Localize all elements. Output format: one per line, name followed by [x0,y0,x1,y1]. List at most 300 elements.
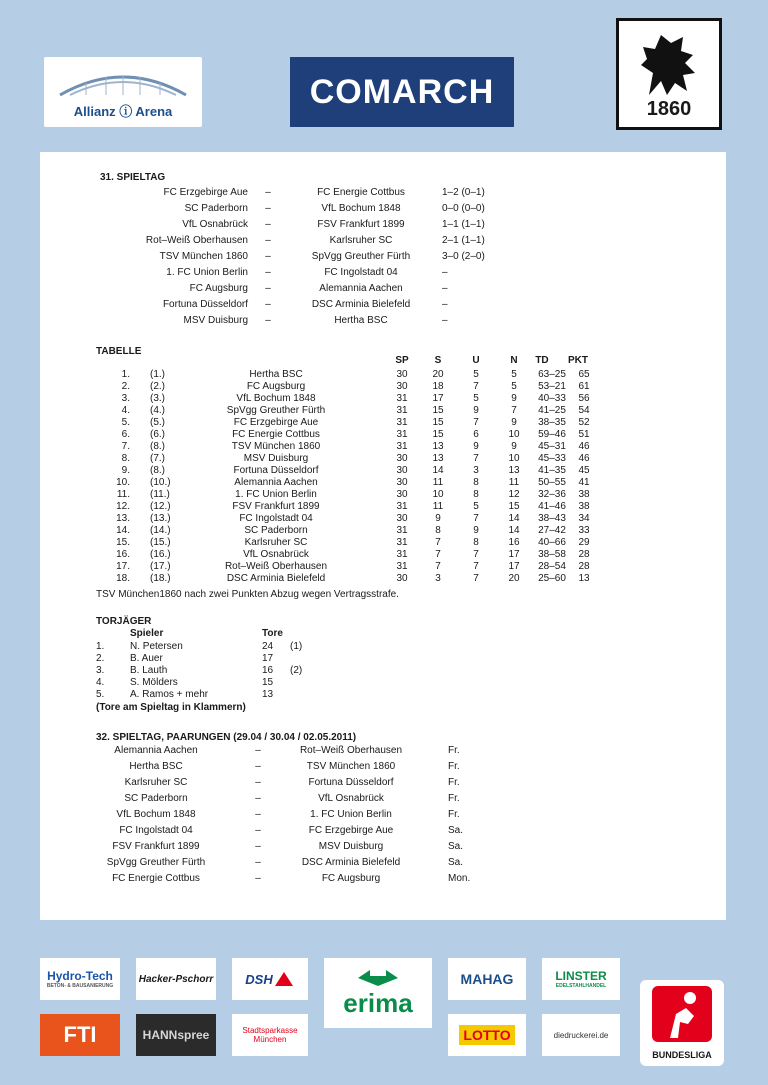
match-row [56,202,716,216]
games: 30 [396,573,408,584]
previous-position: (3.) [150,393,165,404]
points: 54 [578,405,590,416]
bundesliga-text: BUNDESLIGA [652,1050,712,1060]
team-name: FC Erzgebirge Aue [233,417,319,428]
points: 38 [578,501,590,512]
away-team: VfL Osnabrück [318,793,384,804]
tabelle-note: TSV München1860 nach zwei Punkten Abzug wegen Vertragsstrafe. [96,589,399,600]
goal-difference: 59–46 [538,429,566,440]
points: 29 [578,537,590,548]
away-team: DSC Arminia Bielefeld [301,857,401,868]
match-separator: – [255,873,261,884]
draws: 5 [473,369,479,380]
away-team: Fortuna Düsseldorf [308,777,394,788]
games: 30 [396,381,408,392]
goal-difference: 32–36 [538,489,566,500]
col-tore: Tore [262,628,283,639]
scorer-name: S. Mölders [130,677,178,688]
goal-difference: 28–54 [538,561,566,572]
tabelle-title: TABELLE [96,346,142,357]
home-team: TSV München 1860 [159,251,248,262]
position: 14. [116,525,130,536]
wins: 7 [435,537,441,548]
goal-difference: 41–46 [538,501,566,512]
wins: 7 [435,561,441,572]
scorer-position: 4. [96,677,105,688]
team-name: VfL Osnabrück [243,549,309,560]
wins: 11 [432,477,444,488]
scorer-name: B. Auer [130,653,163,664]
scorer-name: A. Ramos + mehr [130,689,209,700]
away-team: Rot–Weiß Oberhausen [299,745,403,756]
match-day: Mon. [448,873,471,884]
wins: 8 [435,525,441,536]
diedruckerei-logo: diedruckerei.de [542,1014,620,1056]
games: 31 [396,417,408,428]
match-separator: – [255,841,261,852]
games: 31 [396,549,408,560]
previous-position: (15.) [150,537,171,548]
team-name: FC Energie Cottbus [232,429,320,440]
hydrotech-logo: Hydro-Tech BETON- & BAUSANIERUNG [40,958,120,1000]
points: 41 [578,477,590,488]
match-separator: – [265,315,271,326]
away-team: Karlsruher SC [329,235,393,246]
match-result: 0–0 (0–0) [442,203,485,214]
losses: 14 [508,525,520,536]
torjaeger-title: TORJÄGER [96,616,152,627]
wins: 13 [432,453,444,464]
losses: 9 [511,393,517,404]
away-team: TSV München 1860 [306,761,396,772]
fixture-row [56,872,716,886]
team-name: Rot–Weiß Oberhausen [224,561,328,572]
col-spieler: Spieler [130,628,164,639]
home-team: Fortuna Düsseldorf [162,299,248,310]
match-row [56,266,716,280]
points: 46 [578,453,590,464]
scorer-matchday-goals: (1) [290,641,303,652]
away-team: Alemannia Aachen [319,283,403,294]
wins: 18 [432,381,444,392]
lotto-logo: LOTTO [448,1014,526,1056]
points: 45 [578,465,590,476]
points: 46 [578,441,590,452]
team-name: Alemannia Aachen [234,477,318,488]
previous-position: (2.) [150,381,165,392]
goal-difference: 25–60 [538,573,566,584]
col-pkt: PKT [568,355,588,366]
losses: 10 [508,429,520,440]
away-team: FSV Frankfurt 1899 [317,219,405,230]
allianz-arena-text: Allianz ⓘ Arena [73,104,173,119]
wins: 7 [435,549,441,560]
home-team: SC Paderborn [124,793,188,804]
stadium-icon [56,67,190,97]
games: 31 [396,429,408,440]
previous-position: (17.) [150,561,171,572]
away-team: VfL Bochum 1848 [321,203,401,214]
draws: 7 [473,381,479,392]
home-team: SC Paderborn [184,203,248,214]
match-separator: – [255,809,261,820]
mahag-logo: MAHAG [448,958,526,1000]
goal-difference: 38–43 [538,513,566,524]
match-row [56,314,716,328]
spieltag32-title: 32. SPIELTAG, PAARUNGEN (29.04 / 30.04 / 02.05.2011) [96,732,357,743]
scorer-goals: 24 [262,641,274,652]
losses: 7 [511,405,517,416]
points: 33 [578,525,590,536]
wins: 13 [432,441,444,452]
col-n: N [510,355,518,366]
scorer-name: N. Petersen [130,641,183,652]
team-name: SC Paderborn [244,525,308,536]
draws: 9 [473,441,479,452]
torjaeger-note: (Tore am Spieltag in Klammern) [96,702,246,713]
match-day: Fr. [448,809,460,820]
match-result: – [442,315,448,326]
match-day: Fr. [448,761,460,772]
home-team: FC Augsburg [189,283,248,294]
draws: 6 [473,429,479,440]
points: 56 [578,393,590,404]
team-name: Hertha BSC [249,369,303,380]
scorer-position: 3. [96,665,105,676]
losses: 15 [508,501,520,512]
wins: 3 [435,573,441,584]
fixture-row [56,792,716,806]
match-separator: – [265,283,271,294]
scorer-matchday-goals: (2) [290,665,303,676]
table-row [56,572,716,586]
away-team: FC Augsburg [321,873,381,884]
losses: 13 [508,465,520,476]
scorer-goals: 13 [262,689,274,700]
previous-position: (5.) [150,417,165,428]
scorer-position: 5. [96,689,105,700]
team-name: FC Augsburg [246,381,306,392]
position: 12. [116,501,130,512]
goal-difference: 50–55 [538,477,566,488]
comarch-logo: COMARCH [290,57,514,127]
match-result: – [442,267,448,278]
losses: 20 [508,573,520,584]
match-separator: – [265,203,271,214]
draws: 9 [473,405,479,416]
previous-position: (4.) [150,405,165,416]
draws: 8 [473,489,479,500]
match-separator: – [255,761,261,772]
erima-mark-icon [356,968,400,988]
match-separator: – [265,187,271,198]
wins: 15 [432,429,444,440]
match-result: 1–1 (1–1) [442,219,485,230]
scorer-position: 2. [96,653,105,664]
draws: 7 [473,417,479,428]
sparkasse-logo: Stadtsparkasse München [232,1014,308,1056]
match-separator: – [255,857,261,868]
match-separator: – [265,267,271,278]
home-team: FC Erzgebirge Aue [163,187,248,198]
position: 11. [116,489,130,500]
losses: 12 [508,489,520,500]
draws: 7 [473,549,479,560]
home-team: FC Ingolstadt 04 [119,825,193,836]
team-name: Karlsruher SC [244,537,308,548]
away-team: FC Ingolstadt 04 [324,267,398,278]
goal-difference: 27–42 [538,525,566,536]
position: 2. [121,381,130,392]
previous-position: (16.) [150,549,171,560]
home-team: Karlsruher SC [124,777,188,788]
spieltag31-title: 31. SPIELTAG [100,172,166,183]
home-team: Rot–Weiß Oberhausen [145,235,248,246]
wins: 11 [432,501,444,512]
points: 28 [578,561,590,572]
home-team: VfL Bochum 1848 [116,809,196,820]
away-team: 1. FC Union Berlin [310,809,392,820]
position: 4. [121,405,130,416]
match-day: Fr. [448,793,460,804]
match-separator: – [255,793,261,804]
points: 52 [578,417,590,428]
team-name: VfL Bochum 1848 [236,393,316,404]
home-team: VfL Osnabrück [182,219,248,230]
position: 6. [121,429,130,440]
wins: 20 [432,369,444,380]
position: 9. [121,465,130,476]
home-team: SpVgg Greuther Fürth [106,857,206,868]
home-team: FC Energie Cottbus [112,873,200,884]
draws: 5 [473,501,479,512]
scorer-goals: 15 [262,677,274,688]
previous-position: (6.) [150,429,165,440]
col-s: S [434,355,442,366]
position: 10. [116,477,130,488]
scorer-name: B. Lauth [130,665,168,676]
games: 30 [396,489,408,500]
previous-position: (10.) [150,477,171,488]
goal-difference: 41–35 [538,465,566,476]
draws: 7 [473,453,479,464]
away-team: SpVgg Greuther Fürth [311,251,411,262]
games: 30 [396,513,408,524]
match-result: – [442,283,448,294]
games: 31 [396,405,408,416]
team-name: FSV Frankfurt 1899 [232,501,320,512]
draws: 7 [473,573,479,584]
away-team: Hertha BSC [334,315,388,326]
match-separator: – [265,299,271,310]
previous-position: (13.) [150,513,171,524]
fixture-row [56,760,716,774]
losses: 16 [508,537,520,548]
wins: 17 [432,393,444,404]
games: 30 [396,465,408,476]
scorer-row [56,688,716,702]
bundesliga-icon [640,982,724,1046]
previous-position: (8.) [150,465,165,476]
points: 13 [578,573,590,584]
previous-position: (18.) [150,573,171,584]
goal-difference: 40–33 [538,393,566,404]
previous-position: (12.) [150,501,171,512]
losses: 5 [511,381,517,392]
draws: 9 [473,525,479,536]
losses: 5 [511,369,517,380]
goal-difference: 63–25 [538,369,566,380]
col-u: U [472,355,480,366]
scorer-position: 1. [96,641,105,652]
draws: 5 [473,393,479,404]
games: 31 [396,561,408,572]
games: 31 [396,537,408,548]
lion-icon [631,29,707,101]
away-team: MSV Duisburg [318,841,384,852]
points: 28 [578,549,590,560]
draws: 7 [473,513,479,524]
home-team: FSV Frankfurt 1899 [112,841,200,852]
team-name: MSV Duisburg [243,453,309,464]
position: 16. [116,549,130,560]
erima-logo: erima [324,958,432,1028]
scorer-goals: 16 [262,665,274,676]
games: 30 [396,453,408,464]
losses: 17 [508,561,520,572]
previous-position: (8.) [150,441,165,452]
goal-difference: 45–33 [538,453,566,464]
linster-logo: LINSTER EDELSTAHLHANDEL [542,958,620,1000]
points: 34 [578,513,590,524]
points: 65 [578,369,590,380]
goal-difference: 38–58 [538,549,566,560]
col-sp: SP [395,355,409,366]
games: 30 [396,369,408,380]
match-separator: – [255,825,261,836]
dsh-logo: DSH [232,958,308,1000]
team-name: Fortuna Düsseldorf [233,465,319,476]
match-day: Sa. [448,841,464,852]
points: 38 [578,489,590,500]
hannspree-logo: HANNspree [136,1014,216,1056]
team-name: SpVgg Greuther Fürth [226,405,326,416]
fixture-row [56,824,716,838]
draws: 8 [473,537,479,548]
match-result: 1–2 (0–1) [442,187,485,198]
wins: 14 [432,465,444,476]
match-result: 2–1 (1–1) [442,235,485,246]
match-separator: – [255,777,261,788]
fixture-row [56,856,716,870]
goal-difference: 41–25 [538,405,566,416]
home-team: Hertha BSC [129,761,183,772]
goal-difference: 45–31 [538,441,566,452]
position: 13. [116,513,130,524]
match-result: – [442,299,448,310]
previous-position: (11.) [150,489,170,500]
match-day: Sa. [448,857,464,868]
header [0,0,768,150]
match-day: Sa. [448,825,464,836]
losses: 11 [508,477,520,488]
bundesliga-logo [640,980,724,1066]
match-day: Fr. [448,777,460,788]
wins: 15 [432,417,444,428]
home-team: 1. FC Union Berlin [166,267,248,278]
away-team: FC Energie Cottbus [317,187,405,198]
previous-position: (7.) [150,453,165,464]
match-result: 3–0 (2–0) [442,251,485,262]
games: 31 [396,501,408,512]
losses: 14 [508,513,520,524]
position: 17. [116,561,130,572]
points: 51 [578,429,590,440]
tabelle-header [56,354,716,368]
position: 1. [121,369,130,380]
allianz-arena-logo [44,57,202,127]
tsv-1860-crest [616,18,722,130]
away-team: DSC Arminia Bielefeld [311,299,411,310]
wins: 15 [432,405,444,416]
previous-position: (1.) [150,369,165,380]
match-row [56,282,716,296]
games: 31 [396,525,408,536]
fixture-row [56,744,716,758]
match-day: Fr. [448,745,460,756]
wins: 9 [435,513,441,524]
draws: 8 [473,477,479,488]
wins: 10 [432,489,444,500]
fixture-row [56,840,716,854]
draws: 7 [473,561,479,572]
fixture-row [56,776,716,790]
match-separator: – [265,235,271,246]
goal-difference: 40–66 [538,537,566,548]
home-team: Alemannia Aachen [114,745,198,756]
goal-difference: 53–21 [538,381,566,392]
position: 5. [121,417,130,428]
hacker-pschorr-logo: Hacker-Pschorr [136,958,216,1000]
scorer-goals: 17 [262,653,274,664]
position: 15. [116,537,130,548]
position: 18. [116,573,130,584]
losses: 10 [508,453,520,464]
goal-difference: 38–35 [538,417,566,428]
points: 61 [578,381,590,392]
match-row [56,186,716,200]
match-row [56,218,716,232]
away-team: FC Erzgebirge Aue [308,825,394,836]
losses: 9 [511,417,517,428]
match-row [56,250,716,264]
match-row [56,234,716,248]
losses: 17 [508,549,520,560]
fixture-row [56,808,716,822]
match-separator: – [265,219,271,230]
club-year: 1860 [646,98,692,120]
team-name: 1. FC Union Berlin [235,489,317,500]
match-row [56,298,716,312]
home-team: MSV Duisburg [183,315,248,326]
team-name: TSV München 1860 [231,441,321,452]
match-separator: – [265,251,271,262]
losses: 9 [511,441,517,452]
triangle-icon [273,970,295,988]
match-separator: – [255,745,261,756]
position: 7. [121,441,130,452]
col-td: TD [535,355,549,366]
